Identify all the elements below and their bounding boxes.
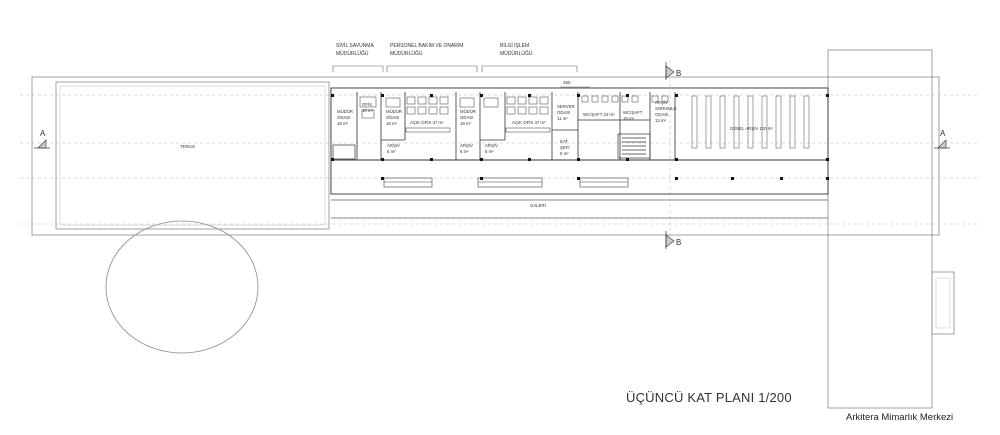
- dept-3-line-1: BİLGİ İŞLEM: [500, 43, 530, 49]
- building-outline: [32, 50, 954, 408]
- room-kat-sefi-l1: KAT: [560, 139, 569, 144]
- section-marker-a-left: [34, 140, 50, 148]
- room-mudur-3-l2: ODASI: [460, 115, 474, 120]
- room-teras: TERAS: [180, 144, 196, 149]
- room-mudur-2-l2: ODASI: [386, 115, 400, 120]
- credit-watermark: Arkitera Mimarlık Merkezi: [846, 412, 954, 423]
- circular-terrace: [106, 221, 258, 353]
- room-genel-arsiv: GENEL ARŞİV 100 m²: [730, 126, 773, 131]
- section-marker-a-right: [934, 140, 950, 148]
- section-b-top-label: B: [676, 69, 682, 78]
- dept-3-line-2: MÜDÜRLÜĞÜ: [500, 51, 533, 57]
- room-galeri: GALERİ: [530, 203, 546, 208]
- room-arsiv-sorumlu-l3: ODASI: [655, 112, 669, 117]
- dept-2-line-2: MÜDÜRLÜĞÜ: [390, 51, 423, 57]
- room-kat-sefi-l3: 5 m²: [560, 151, 569, 156]
- room-mudur-1-l2: ODASI: [337, 115, 351, 120]
- room-arsiv-sorumlu-l2: SORUMLU: [655, 106, 677, 111]
- room-arsiv-3-l2: 6 m²: [485, 149, 494, 154]
- office-block: [331, 88, 828, 218]
- room-arsiv-3-l1: ARŞİV: [485, 143, 498, 148]
- dept-1-line-1: SİVİL SAVUNMA: [336, 43, 374, 49]
- room-ofis-l1: OFİS: [362, 102, 373, 107]
- room-acik-ofis-1: AÇIK OFİS 47 m²: [410, 120, 444, 125]
- gallery-railings: [384, 178, 628, 187]
- columns: [331, 94, 829, 180]
- dimension-label: 260: [563, 80, 571, 85]
- room-mudur-1-l3: 18 m²: [337, 121, 348, 126]
- room-wc: WC/ŞAFT 24 m²: [583, 112, 615, 117]
- room-arsiv-2-l2: 6 m²: [460, 149, 469, 154]
- section-marker-b-bottom: [666, 231, 674, 249]
- department-brackets: [333, 66, 590, 87]
- room-server-l2: ODASI: [557, 110, 571, 115]
- dept-2-line-1: PERSONEL BAKIM VE ONARIM: [390, 43, 464, 49]
- room-acik-ofis-2: AÇIK OFİS 47 m²: [512, 120, 546, 125]
- room-mudur-2-l3: 18 m²: [386, 121, 397, 126]
- section-a-right-label: A: [940, 129, 946, 138]
- archive-shelving: [692, 96, 809, 148]
- room-wc-saft-l2: 15 m²: [623, 116, 634, 121]
- room-arsiv-1-l1: ARŞİV: [387, 143, 400, 148]
- room-arsiv-sorumlu-l1: ARŞİV: [655, 100, 668, 105]
- section-b-bottom-label: B: [676, 238, 682, 247]
- plan-title: ÜÇÜNCÜ KAT PLANI 1/200: [626, 390, 792, 405]
- room-server-l1: SERVER: [557, 104, 575, 109]
- room-ofis-l2: 10 m²: [362, 108, 373, 113]
- room-mudur-3-l3: 18 m²: [460, 121, 471, 126]
- room-kat-sefi-l2: ŞEFİ: [560, 145, 570, 150]
- room-wc-saft-l1: WC/ŞAFT: [623, 110, 643, 115]
- room-mudur-2-l1: MÜDÜR: [386, 109, 402, 114]
- room-mudur-1-l1: MÜDÜR: [337, 109, 353, 114]
- room-mudur-3-l1: MÜDÜR: [460, 109, 476, 114]
- dept-1-line-2: MÜDÜRLÜĞÜ: [336, 51, 369, 57]
- section-a-left-label: A: [40, 129, 46, 138]
- room-server-l3: 11 m²: [557, 116, 568, 121]
- room-arsiv-sorumlu-l4: 13 m²: [655, 118, 666, 123]
- room-arsiv-2-l1: ARŞİV: [460, 143, 473, 148]
- room-arsiv-1-l2: 6 m²: [387, 149, 396, 154]
